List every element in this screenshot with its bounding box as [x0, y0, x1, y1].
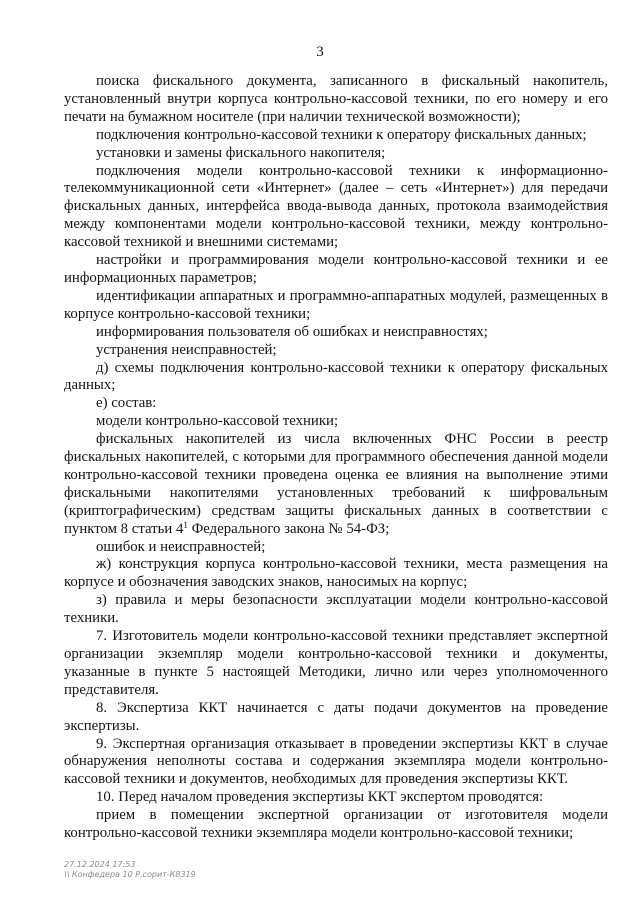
document-body: [64, 73, 608, 843]
paragraph: подключения контрольно-кассовой техники к оператору фискальных данных;: [96, 126, 587, 143]
paragraph: устранения неисправностей;: [96, 341, 277, 358]
paragraph: 7. Изготовитель модели контрольно-кассовой техники представляет экспертной организации экземпляр модели контрольно-кассовой техники и документы, указанные в пункте 5 настоящей Методики, лично или через уполномоченного представителя.: [64, 628, 608, 698]
paragraph: модели контрольно-кассовой техники;: [96, 413, 339, 430]
paragraph: установки и замены фискального накопителя;: [96, 144, 386, 161]
paragraph: е) состав:: [96, 395, 157, 412]
paragraph: ошибок и неисправностей;: [96, 538, 266, 555]
law-paragraph-text: фискальных накопителей из числа включенных ФНС России в реестр фискальных накопителей, с которыми для программного обеспечения данной модели контрольно-кассовой техники проведена оценка ее влияния на выполнение этими фискальными накопителями установленных требований к шифровальным (криптографическим) средствам защиты фискальных данных в соответствии с пунктом 8 статьи 4: [64, 431, 608, 537]
paragraph: 8. Экспертиза ККТ начинается с даты подачи документов на проведение экспертизы.: [64, 699, 608, 734]
paragraph: ж) конструкция корпуса контрольно-кассовой техники, места размещения на корпусе и обозначения заводских знаков, наносимых на корпус;: [64, 556, 608, 591]
law-paragraph-tail: Федерального закона № 54-ФЗ;: [187, 520, 390, 537]
paragraph: информирования пользователя об ошибках и неисправностях;: [96, 323, 488, 340]
paragraph: настройки и программирования модели контрольно-кассовой техники и ее информационных параметров;: [64, 252, 608, 286]
paragraph: идентификации аппаратных и программно-аппаратных модулей, размещенных в корпусе контрольно-кассовой техники;: [64, 287, 608, 322]
article-superscript: 1: [183, 519, 188, 530]
paragraph: д) схемы подключения контрольно-кассовой техники к оператору фискальных данных;: [64, 359, 608, 394]
stamp-datetime: 27.12.2024 17:53: [64, 860, 136, 869]
paragraph: 9. Экспертная организация отказывает в проведении экспертизы ККТ в случае обнаружения неполноты состава и содержания экземпляра модели контрольно-кассовой техники и документов, необходимых для проведения экспертизы ККТ.: [64, 735, 608, 788]
law-reference-paragraph: [64, 431, 608, 538]
paragraph: 10. Перед началом проведения экспертизы ККТ экспертом проводятся:: [96, 789, 544, 806]
paragraph: з) правила и меры безопасности эксплуатации модели контрольно-кассовой техники.: [64, 592, 608, 627]
print-stamp: [64, 860, 196, 880]
paragraph: поиска фискального документа, записанного в фискальный накопитель, установленный внутри корпуса контрольно-кассовой техники, по его номеру и его печати на бумажном носителе (при наличии технической возможности);: [64, 73, 608, 125]
paragraph: прием в помещении экспертной организации от изготовителя модели контрольно-кассовой техники экземпляра модели контрольно-кассовой техники;: [64, 807, 608, 842]
paragraph: подключения модели контрольно-кассовой техники к информационно-телекоммуникационной сети «Интернет» (далее – сеть «Интернет») для передачи фискальных данных, интерфейса ввода-вывода данных, протокола взаимодействия между компонентами модели контрольно-кассовой техники, между контрольно-кассовой техникой и внешними системами;: [64, 162, 608, 251]
stamp-code: \\ Конфедера 10 Р.сорит-К8319: [64, 870, 196, 879]
page-number: 3: [316, 44, 324, 60]
